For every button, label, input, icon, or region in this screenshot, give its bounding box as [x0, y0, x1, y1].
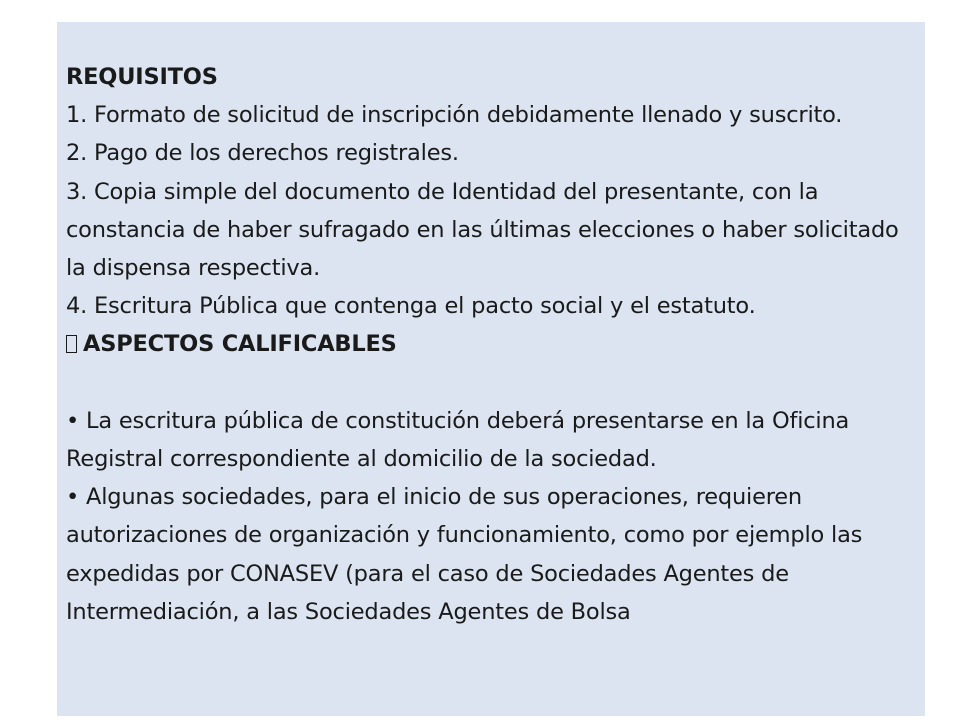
qualifiable-bullet-2: • Algunas sociedades, para el inicio de sus operaciones, requieren autorizaciones de organización y funcionamiento, como por ejemplo las expedidas por CONASEV (para el caso de Sociedades Agentes de Intermediación, a las Sociedades Agentes de Bolsa	[66, 484, 863, 625]
qualifiable-heading: ASPECTOS CALIFICABLES	[83, 331, 397, 358]
content-text-box	[57, 22, 925, 716]
requirement-item-3: 3. Copia simple del documento de Identidad del presentante, con la constancia de haber sufragado en las últimas elecciones o haber solicitado la dispensa respectiva.	[66, 178, 899, 282]
requirement-item-2: 2. Pago de los derechos registrales.	[66, 140, 459, 167]
requirements-heading: REQUISITOS	[66, 64, 218, 90]
requirement-item-1: 1. Formato de solicitud de inscripción debidamente llenado y suscrito.	[66, 102, 843, 129]
requirement-item-4: 4. Escritura Pública que contenga el pacto social y el estatuto.	[66, 293, 756, 320]
qualifiable-heading-row	[66, 325, 915, 363]
qualifiable-bullet-1: • La escritura pública de constitución deberá presentarse en la Oficina Registral correspondiente al domicilio de la sociedad.	[66, 407, 850, 473]
missing-glyph-box-icon	[66, 335, 77, 353]
blank-line	[66, 364, 915, 402]
